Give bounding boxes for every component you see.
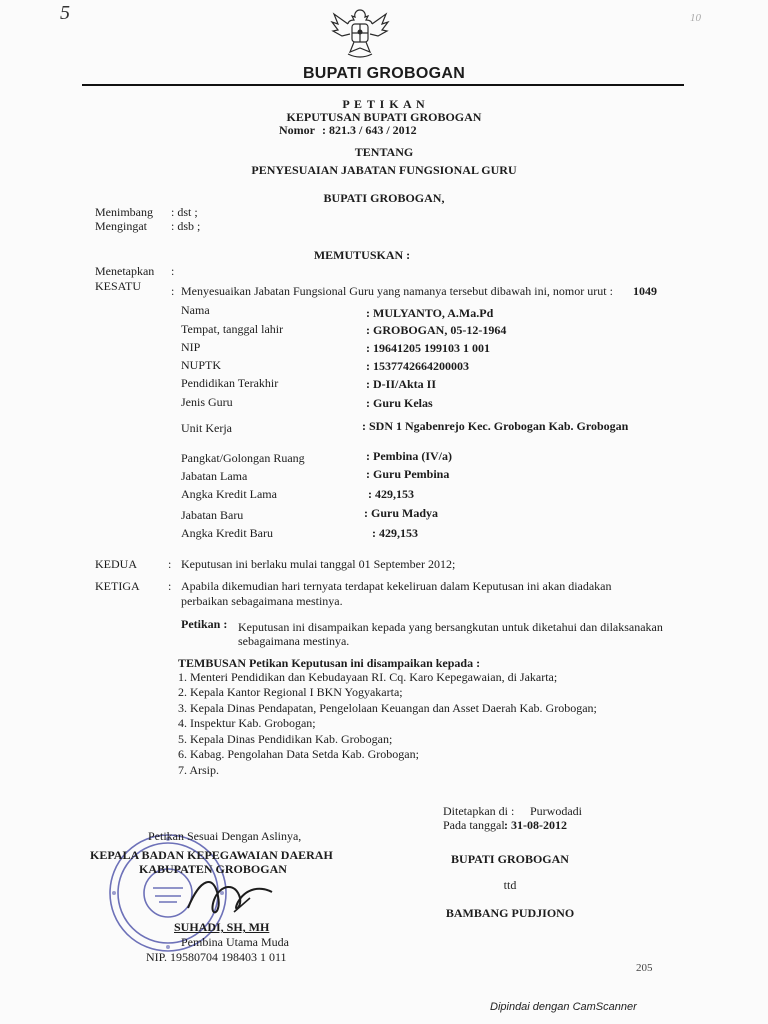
tembusan-title: TEMBUSAN Petikan Keputusan ini disampaikan kepada : [178,656,481,670]
heading-subject: PENYESUAIAN JABATAN FUNGSIONAL GURU [251,163,517,177]
bupati-title: BUPATI GROBOGAN [451,852,569,866]
field-ttl-value: : GROBOGAN, 05-12-1964 [366,323,507,337]
handwritten-page-mark: 5 [60,2,70,24]
kedua-label: KEDUA [95,557,137,571]
heading-issuer: BUPATI GROBOGAN, [323,191,445,205]
letterhead-rule [82,84,684,86]
field-jabatan-lama-label: Jabatan Lama [181,469,248,483]
tembusan-item: 7. Arsip. [178,763,220,777]
field-jabatan-baru-value: : Guru Madya [364,506,439,520]
field-jabatan-baru-label: Jabatan Baru [181,508,244,522]
menetapkan-colon: : [171,264,175,278]
kesatu-colon: : [171,284,175,298]
petikan-label: Petikan : [181,617,228,631]
tanggal-value: : 31-08-2012 [504,818,567,832]
menimbang-label: Menimbang [95,205,153,219]
field-nuptk-label: NUPTK [181,358,222,372]
tembusan-item: 3. Kepala Dinas Pendapatan, Pengelolaan Keuangan dan Asset Daerah Kab. Grobogan; [178,701,597,715]
certified-copy-line: Petikan Sesuai Dengan Aslinya, [148,829,302,843]
ketiga-text-line1: Apabila dikemudian hari ternyata terdapat kekeliruan dalam Keputusan ini akan diadakan [181,579,612,593]
petikan-text-line1: Keputusan ini disampaikan kepada yang bersangkutan untuk diketahui dan dilaksanakan [238,620,663,634]
field-ak-baru-value: : 429,153 [372,526,418,540]
field-pangkat-label: Pangkat/Golongan Ruang [181,451,305,465]
field-unit-kerja-value: : SDN 1 Ngabenrejo Kec. Grobogan Kab. Grobogan [362,419,629,433]
ketiga-text-line2: perbaikan sebagaimana mestinya. [181,594,343,608]
scan-corner-mark: 10 [690,12,701,24]
scanner-watermark: Dipindai dengan CamScanner [490,1001,637,1013]
field-ak-lama-value: : 429,153 [368,487,414,501]
field-pangkat-value: : Pembina (IV/a) [366,449,452,463]
menetapkan-label: Menetapkan [95,264,155,278]
heading-nomor-value: : 821.3 / 643 / 2012 [322,123,417,137]
bkd-title-line2: KABUPATEN GROBOGAN [139,862,287,876]
bupati-ttd: ttd [503,878,517,892]
bkd-head-name: SUHADI, SH, MH [174,920,270,934]
field-unit-kerja-label: Unit Kerja [181,421,232,435]
field-nama-value: : MULYANTO, A.Ma.Pd [366,306,494,320]
field-nip-label: NIP [181,340,201,354]
field-ak-baru-label: Angka Kredit Baru [181,526,273,540]
mengingat-value: : dsb ; [171,219,201,233]
heading-nomor-label: Nomor [279,123,315,137]
heading-petikan: P E T I K A N [342,97,426,111]
ditetapkan-label: Ditetapkan di : [443,804,515,818]
tembusan-item: 5. Kepala Dinas Pendidikan Kab. Grobogan; [178,732,393,746]
bkd-head-rank: Pembina Utama Muda [181,935,289,949]
heading-tentang: TENTANG [354,145,414,159]
handwritten-signature-icon [180,868,280,924]
memutuskan-heading: MEMUTUSKAN : [313,248,411,262]
kesatu-label: KESATU [95,279,142,293]
tembusan-item: 1. Menteri Pendidikan dan Kebudayaan RI. Cq. Karo Kepegawaian, di Jakarta; [178,670,558,684]
kesatu-text: Menyesuaikan Jabatan Fungsional Guru yang namanya tersebut dibawah ini, nomor urut : [181,284,613,298]
field-nuptk-value: : 1537742664200003 [366,359,469,373]
field-jenis-guru-value: : Guru Kelas [366,396,433,410]
kedua-text: Keputusan ini berlaku mulai tanggal 01 September 2012; [181,557,456,571]
tembusan-item: 4. Inspektur Kab. Grobogan; [178,716,316,730]
letterhead-title: BUPATI GROBOGAN [302,65,466,82]
petikan-text-line2: sebagaimana mestinya. [238,634,350,648]
bupati-name: BAMBANG PUDJIONO [445,906,575,920]
field-pendidikan-label: Pendidikan Terakhir [181,376,279,390]
field-ak-lama-label: Angka Kredit Lama [181,487,277,501]
ditetapkan-value: Purwodadi [530,804,582,818]
kesatu-nomor-urut: 1049 [633,284,657,298]
field-ttl-label: Tempat, tanggal lahir [181,322,284,336]
tanggal-label: Pada tanggal [443,818,505,832]
field-jabatan-lama-value: : Guru Pembina [366,467,450,481]
mengingat-label: Mengingat [95,219,147,233]
kedua-colon: : [168,557,172,571]
bkd-head-nip: NIP. 19580704 198403 1 011 [146,950,287,964]
field-nip-value: : 19641205 199103 1 001 [366,341,490,355]
field-jenis-guru-label: Jenis Guru [181,395,233,409]
field-nama-label: Nama [181,303,210,317]
bkd-title-line1: KEPALA BADAN KEPEGAWAIAN DAERAH [90,848,333,862]
ketiga-colon: : [168,579,172,593]
ketiga-label: KETIGA [95,579,140,593]
heading-keputusan: KEPUTUSAN BUPATI GROBOGAN [286,110,482,124]
menimbang-value: : dst ; [171,205,198,219]
field-pendidikan-value: : D-II/Akta II [366,377,437,391]
garuda-emblem-icon [330,4,390,62]
tembusan-item: 2. Kepala Kantor Regional I BKN Yogyakarta; [178,685,403,699]
tembusan-item: 6. Kabag. Pengolahan Data Setda Kab. Grobogan; [178,747,419,761]
page-code: 205 [636,962,653,974]
